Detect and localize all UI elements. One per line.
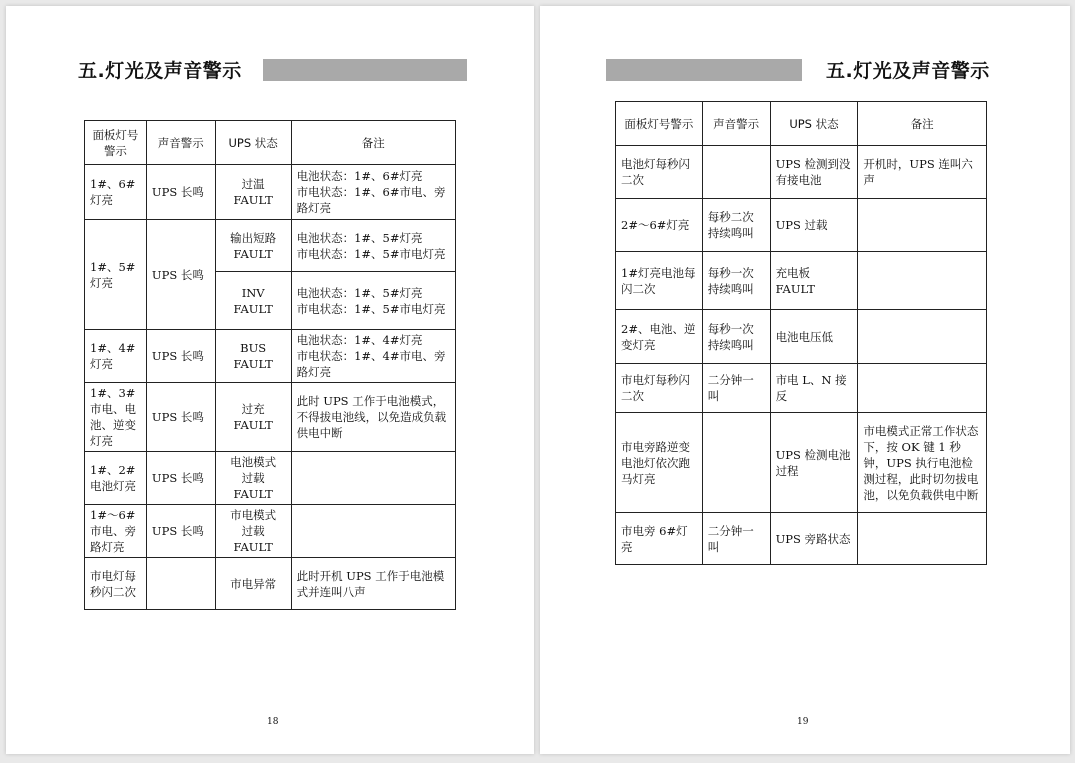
cell-note: [858, 513, 987, 565]
cell-sound: UPS 长鸣: [146, 330, 215, 383]
cell-status: 电池模式 过载 FAULT: [215, 452, 291, 505]
table-row: [85, 558, 456, 610]
cell-status: 充电板 FAULT: [770, 252, 858, 310]
cell-note: 此时开机 UPS 工作于电池模式并连叫八声: [291, 558, 455, 610]
cell-sound: 二分钟一叫: [702, 513, 770, 565]
cell-sound: 每秒一次持续鸣叫: [702, 310, 770, 364]
table-header-row: [85, 121, 456, 165]
cell-note: 开机时，UPS 连叫六声: [858, 146, 987, 199]
cell-lamp: 市电旁路逆变电池灯依次跑马灯亮: [616, 413, 703, 513]
cell-status: BUS FAULT: [215, 330, 291, 383]
cell-lamp: 1#、5#灯亮: [85, 220, 147, 330]
cell-status: 过充 FAULT: [215, 383, 291, 452]
cell-status: UPS 旁路状态: [770, 513, 858, 565]
cell-status: 过温 FAULT: [215, 165, 291, 220]
cell-lamp: 市电灯每秒闪二次: [616, 364, 703, 413]
table-row: [616, 413, 987, 513]
cell-note: 市电模式正常工作状态下，按 OK 键 1 秒钟，UPS 执行电池检测过程，此时切勿拔电池，以免负载供电中断: [858, 413, 987, 513]
cell-sound: 二分钟一叫: [702, 364, 770, 413]
cell-status: UPS 过载: [770, 199, 858, 252]
cell-sound: UPS 长鸣: [146, 383, 215, 452]
header-lamp: 面板灯号警示: [616, 102, 703, 146]
page-left: [6, 6, 534, 754]
header-note: 备注: [858, 102, 987, 146]
cell-note: [291, 505, 455, 558]
title-decoration-bar: [263, 59, 467, 81]
cell-note: [858, 199, 987, 252]
table-row: [85, 330, 456, 383]
cell-sound: UPS 长鸣: [146, 452, 215, 505]
cell-note: 电池状态：1#、5#灯亮 市电状态：1#、5#市电灯亮: [291, 220, 455, 272]
cell-sound: UPS 长鸣: [146, 165, 215, 220]
table-header-row: [616, 102, 987, 146]
table-row: [616, 199, 987, 252]
cell-sound: UPS 长鸣: [146, 505, 215, 558]
cell-lamp: 2#、电池、逆变灯亮: [616, 310, 703, 364]
cell-note: 此时 UPS 工作于电池模式，不得拔电池线，以免造成负载供电中断: [291, 383, 455, 452]
table-row: [616, 310, 987, 364]
cell-lamp: 2#～6#灯亮: [616, 199, 703, 252]
cell-status: 输出短路 FAULT: [215, 220, 291, 272]
cell-lamp: 1#、4#灯亮: [85, 330, 147, 383]
cell-note: [858, 310, 987, 364]
cell-note: 电池状态：1#、6#灯亮 市电状态：1#、6#市电、旁路灯亮: [291, 165, 455, 220]
cell-status: 市电模式 过载 FAULT: [215, 505, 291, 558]
cell-lamp: 1#～6#市电、旁路灯亮: [85, 505, 147, 558]
cell-lamp: 市电灯每秒闪二次: [85, 558, 147, 610]
cell-status: UPS 检测电池过程: [770, 413, 858, 513]
cell-note: 电池状态：1#、5#灯亮 市电状态：1#、5#市电灯亮: [291, 272, 455, 330]
header-note: 备注: [291, 121, 455, 165]
cell-sound: 每秒二次持续鸣叫: [702, 199, 770, 252]
page-number: 18: [267, 717, 279, 727]
cell-note: [291, 452, 455, 505]
cell-status: 市电异常: [215, 558, 291, 610]
cell-note: [858, 364, 987, 413]
header-status: UPS 状态: [770, 102, 858, 146]
table-row: [616, 364, 987, 413]
cell-status: UPS 检测到没有接电池: [770, 146, 858, 199]
header-status: UPS 状态: [215, 121, 291, 165]
cell-sound: 每秒一次持续鸣叫: [702, 252, 770, 310]
section-title: 五.灯光及声音警示: [826, 60, 990, 82]
table-row: [85, 452, 456, 505]
cell-lamp: 1#灯亮电池每闪二次: [616, 252, 703, 310]
cell-status: 市电 L、N 接反: [770, 364, 858, 413]
table-row: [85, 383, 456, 452]
cell-sound: [702, 413, 770, 513]
cell-status: INV FAULT: [215, 272, 291, 330]
cell-note: 电池状态：1#、4#灯亮 市电状态：1#、4#市电、旁路灯亮: [291, 330, 455, 383]
table-row: [85, 220, 456, 272]
cell-lamp: 1#、3#市电、电池、逆变灯亮: [85, 383, 147, 452]
cell-note: [858, 252, 987, 310]
cell-status: 电池电压低: [770, 310, 858, 364]
cell-lamp: 市电旁 6#灯亮: [616, 513, 703, 565]
title-decoration-bar: [606, 59, 802, 81]
page-right: [540, 6, 1070, 754]
cell-sound: [702, 146, 770, 199]
header-sound: 声音警示: [146, 121, 215, 165]
table-row: [616, 146, 987, 199]
page-number: 19: [797, 717, 809, 727]
cell-sound: [146, 558, 215, 610]
header-sound: 声音警示: [702, 102, 770, 146]
table-row: [616, 513, 987, 565]
table-row: [616, 252, 987, 310]
cell-lamp: 1#、2#电池灯亮: [85, 452, 147, 505]
section-title: 五.灯光及声音警示: [78, 60, 242, 82]
cell-sound: UPS 长鸣: [146, 220, 215, 330]
table-row: [85, 505, 456, 558]
alarm-table: [84, 120, 456, 610]
header-lamp: 面板灯号 警示: [85, 121, 147, 165]
alarm-table: [615, 101, 987, 565]
cell-lamp: 电池灯每秒闪二次: [616, 146, 703, 199]
cell-lamp: 1#、6#灯亮: [85, 165, 147, 220]
table-row: [85, 165, 456, 220]
